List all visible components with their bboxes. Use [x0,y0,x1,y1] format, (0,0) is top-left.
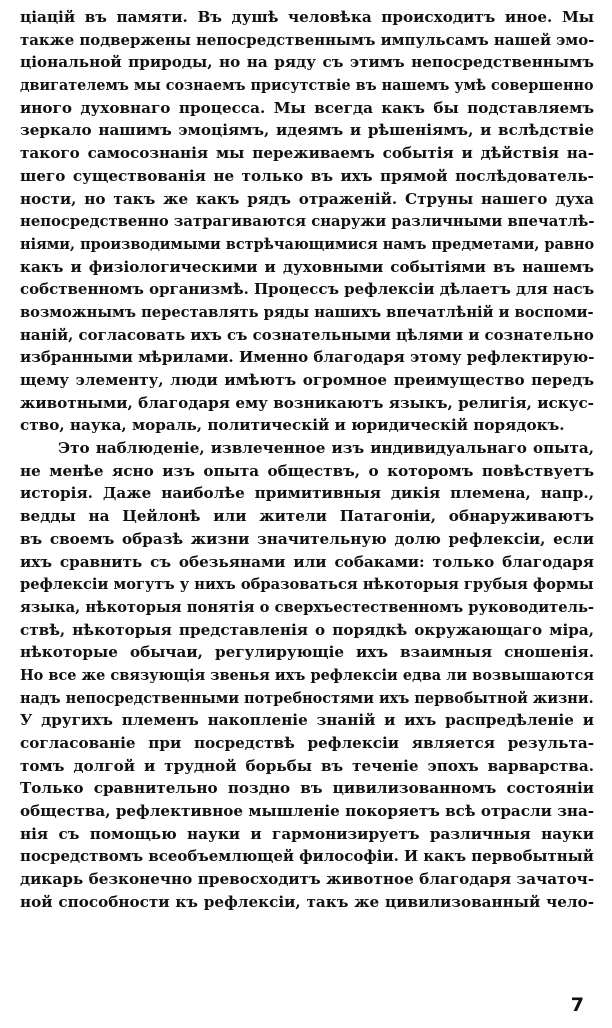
text-line: Только сравнительно поздно въ цивилизованномъ состояніи [20,779,594,798]
text-line: иного духовнаго процесса. Мы всегда какъ бы подставляемъ [20,98,594,117]
text-line: ихъ сравнить съ обезьянами или собаками: только благодаря [20,552,594,571]
text-line: собственномъ организмѣ. Процессъ рефлексіи дѣлаетъ для насъ [20,280,595,299]
text-line: непосредственно затрагиваются снаружи различными впечатлѣ- [20,212,595,231]
text-line: ности, но такъ же какъ рядъ отраженій. Струны нашего духа [20,189,594,208]
text-line: ной способности къ рефлексіи, такъ же цивилизованный чело- [20,892,594,911]
text-line: У другихъ племенъ накопленіе знаній и ихъ распредѣленіе и [20,711,594,730]
text-line: ціацій въ памяти. Въ душѣ человѣка происходитъ иное. Мы [20,8,594,26]
text-line: ніями, производимыми встрѣчающимися намъ предметами, равно [20,234,595,253]
text-line: согласованіе при посредствѣ рефлексіи является результа- [20,734,594,752]
text-line: нія съ помощью науки и гармонизируетъ различныя науки [20,824,594,843]
text-line: Это наблюденіе, извлеченное изъ индивидуальнаго опыта, [58,439,594,458]
text-line: исторія. Даже наиболѣе примитивныя дикія племена, напр., [20,484,594,503]
text-line: какъ и физіологическими и духовными событіями въ нашемъ [20,257,594,276]
text-line: ствѣ, нѣкоторыя представленія о порядкѣ окружающаго міра, [20,620,594,639]
page-number: 7 [570,994,584,1016]
text-line: зеркало нашимъ эмоціямъ, идеямъ и рѣшеніямъ, и вслѣдствіе [20,121,594,140]
text-line: Но все же связующія звенья ихъ рефлексіи едва ли возвышаются [20,665,594,684]
text-line: животными, благодаря ему возникаютъ языкъ, религія, искус- [20,393,594,412]
text-line: въ своемъ образѣ жизни значительную долю рефлексіи, если [20,529,594,548]
text-line: двигателемъ мы сознаемъ присутствіе въ нашемъ умѣ совершенно [20,76,594,95]
text-line: не менѣе ясно изъ опыта обществъ, о которомъ повѣствуетъ [20,461,594,480]
text-line: нѣкоторые обычаи, регулирующіе ихъ взаимныя сношенія. [20,643,594,662]
text-line: возможнымъ переставлять ряды нашихъ впечатлѣній и воспоми- [20,302,594,321]
text-line: языка, нѣкоторыя понятія о сверхъестественномъ руководитель- [20,597,595,616]
text-line: посредствомъ всеобъемлющей философіи. И какъ первобытный [20,847,594,866]
text-line: ціональной природы, но на ряду съ этимъ непосредственнымъ [20,53,594,72]
text-line: ство, наука, мораль, политическій и юридическій порядокъ. [20,416,565,435]
text-line: надъ непосредственными потребностями ихъ первобытной жизни. [20,688,594,707]
text-line: томъ долгой и трудной борьбы въ теченіе эпохъ варварства. [20,756,594,775]
text-line: такого самосознанія мы переживаемъ событія и дѣйствія на- [20,144,594,163]
text-line: щему элементу, люди имѣютъ огромное преимущество передъ [20,371,594,389]
text-line: рефлексіи могутъ у нихъ образоваться нѣкоторыя грубыя формы [20,575,594,594]
text-line: шего существованія не только въ ихъ прямой послѣдователь- [20,166,594,185]
text-line: ведды на Цейлонѣ или жители Патагоніи, обнаруживаютъ [20,507,594,526]
text-line: общества, рефлективное мышленіе покоряетъ всѣ отрасли зна- [20,802,595,821]
text-line: наній, согласовать ихъ съ сознательными цѣлями и сознательно [20,325,594,344]
body-text [20,6,594,914]
text-line: дикарь безконечно превосходитъ животное благодаря зачаточ- [20,870,594,889]
text-line: избранными мѣрилами. Именно благодаря этому рефлектирую- [20,348,595,367]
text-line: также подвержены непосредственнымъ импульсамъ нашей эмо- [20,30,595,49]
